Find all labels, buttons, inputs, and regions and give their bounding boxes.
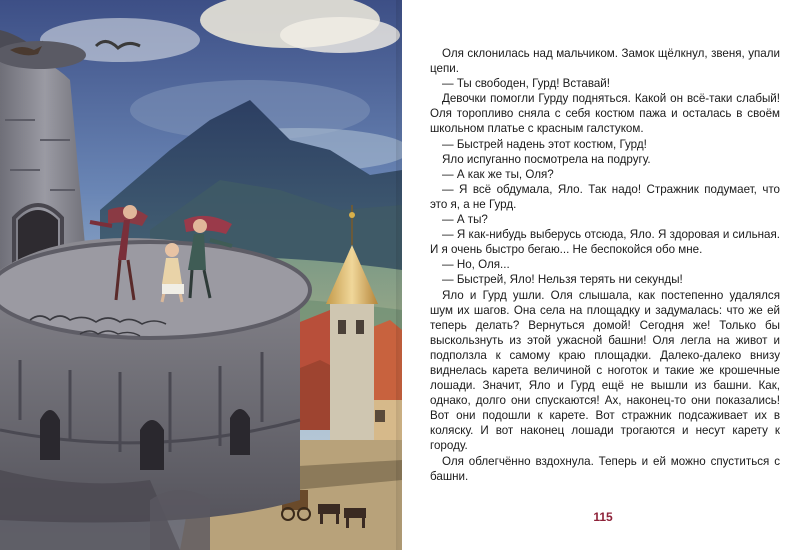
- text-page: [402, 0, 804, 550]
- paragraph: Яло и Гурд ушли. Оля слышала, как постепенно удалялся шум их шагов. Она села на площадку и задумалась: что же ей теперь делать? Вернуться домой! Сегодня же! Только бы выскользнуть из этой ужасной башни! Оля легла на живот и подползла к самому краю площадки. Далеко-далеко внизу виднелась карета величиной с ноготок и такие же крошечные лошади. Значит, Яло и Гурд ещё не вышли из башни. Как, однако, долго они спускаются! Ах, наконец-то они показались! Вот они подошли к карете. Вот стражник подсаживает их в коляску. И вот наконец лошади трогаются и несут карету к городу.: [430, 288, 780, 453]
- paragraph: — Быстрей, Яло! Нельзя терять ни секунды!: [442, 273, 683, 287]
- story-text: [430, 46, 780, 484]
- paragraph: Яло испуганно посмотрела на подругу.: [442, 152, 651, 166]
- paragraph: — А ты?: [442, 213, 488, 227]
- paragraph: — Я как-нибудь выберусь отсюда, Яло. Я здоровая и сильная. И я очень быстро бегаю... Не беспокойся обо мне.: [430, 228, 780, 257]
- paragraph: — А как же ты, Оля?: [442, 167, 554, 181]
- paragraph: Оля облегчённо вздохнула. Теперь и ей можно спуститься с башни.: [430, 454, 780, 483]
- paragraph: — Я всё обдумала, Яло. Так надо! Стражник подумает, что это я, а не Гурд.: [430, 182, 780, 211]
- page-number: 115: [593, 510, 613, 524]
- paragraph: Девочки помогли Гурду подняться. Какой он всё-таки слабый! Оля торопливо сняла с себя костюм пажа и осталась в своём школьном платье с красным галстуком.: [430, 92, 780, 136]
- paragraph: Оля склонилась над мальчиком. Замок щёлкнул, звеня, упали цепи.: [430, 47, 780, 76]
- paragraph: — Но, Оля...: [442, 258, 510, 272]
- paragraph: — Быстрей надень этот костюм, Гурд!: [442, 137, 647, 151]
- paragraph: — Ты свободен, Гурд! Вставай!: [442, 77, 610, 91]
